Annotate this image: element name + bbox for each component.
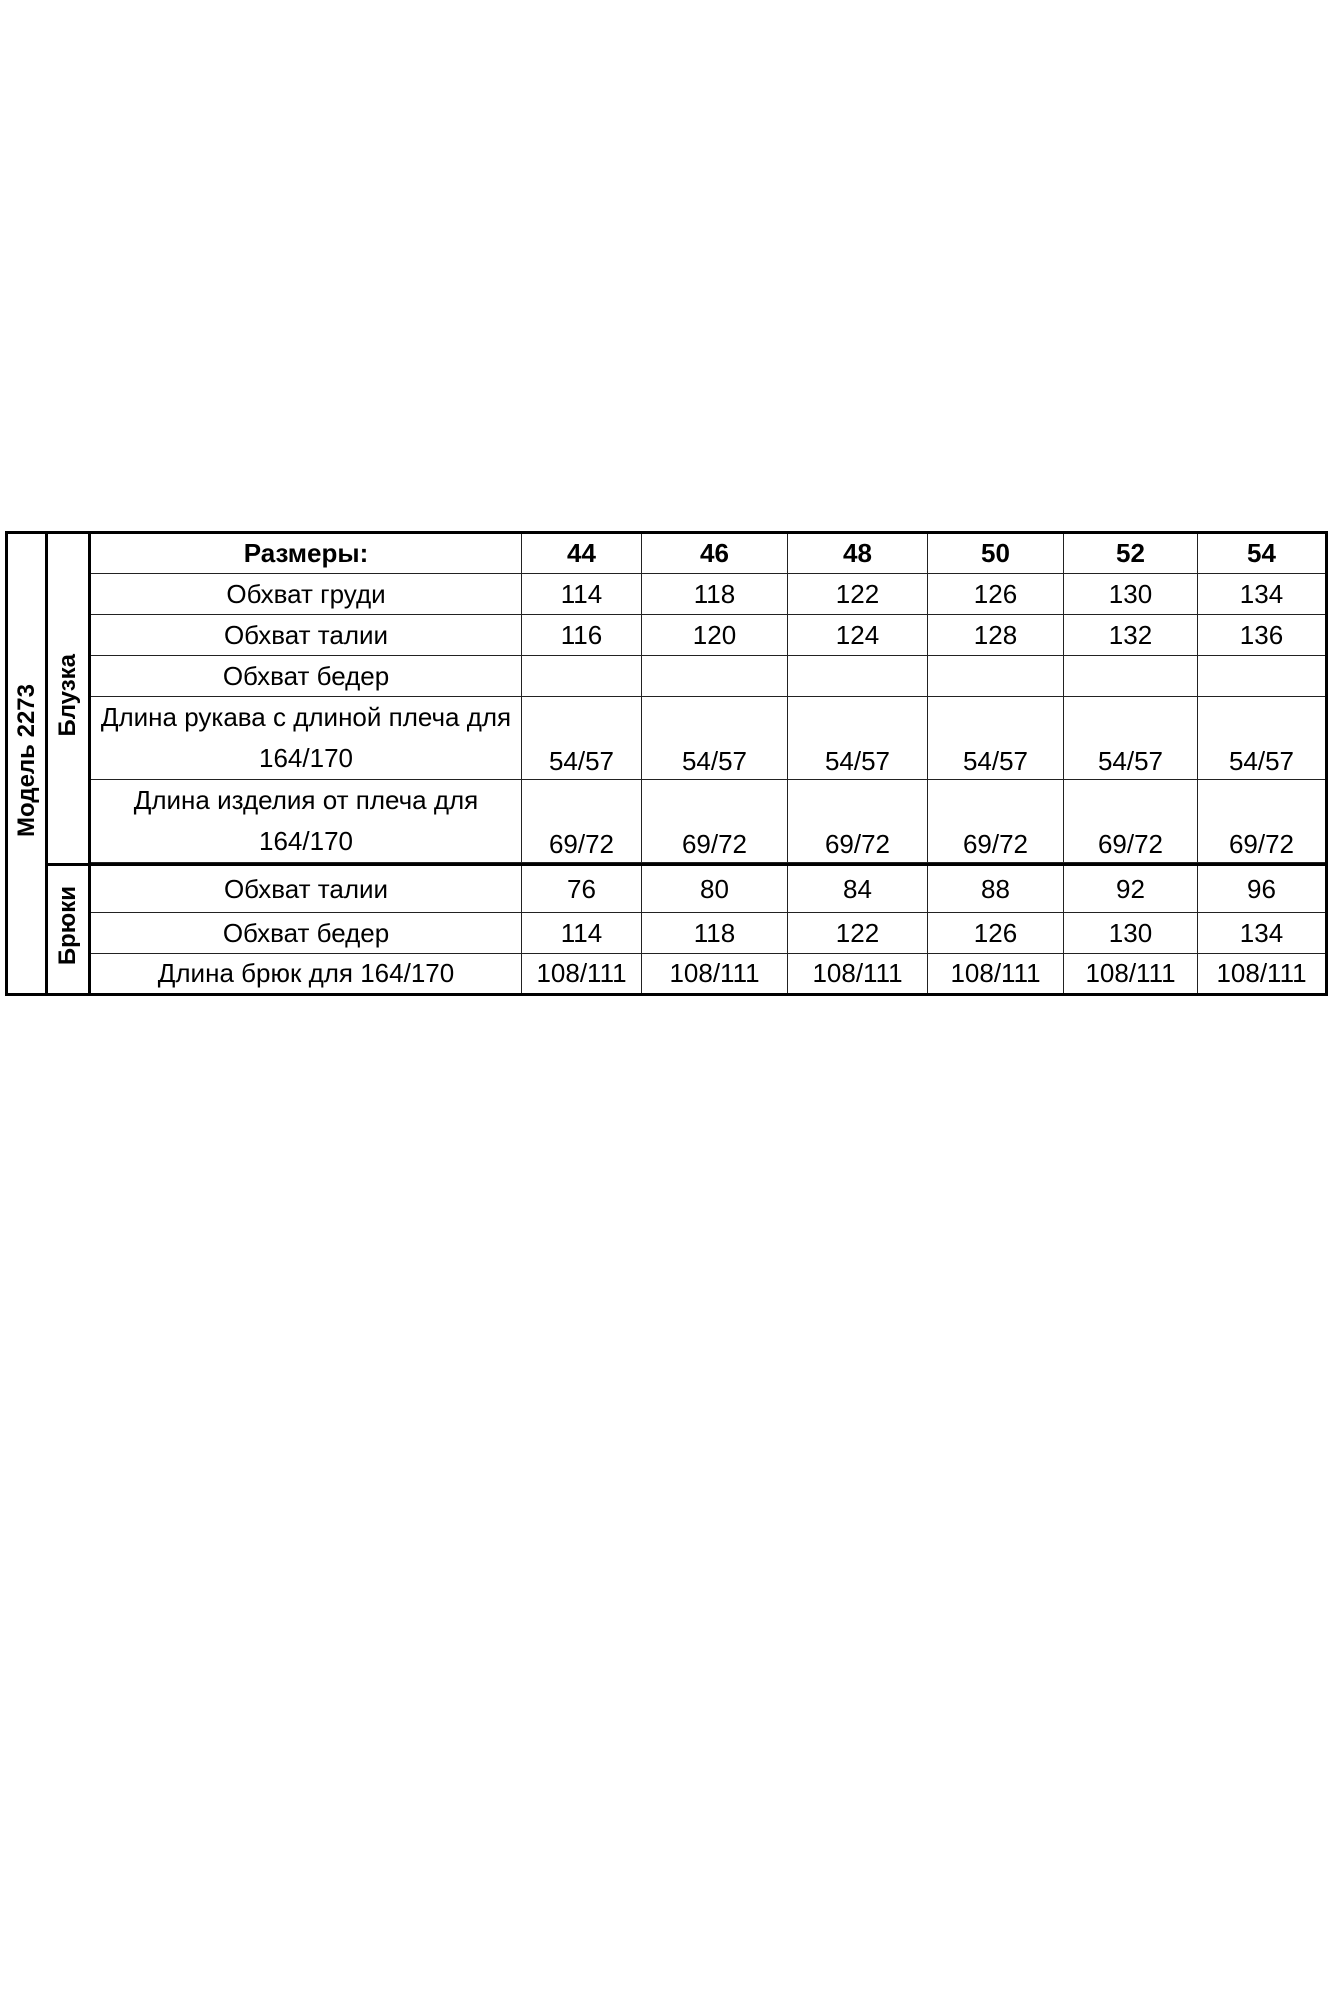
section-blouse-label: Блузка [54,653,81,737]
size-header: 46 [642,533,788,574]
table-cell: 126 [928,913,1064,954]
table-cell: 108/111 [1198,954,1327,995]
table-cell: 108/111 [522,954,642,995]
table-cell: 108/111 [642,954,788,995]
table-row [7,780,1327,863]
table-cell: 120 [642,615,788,656]
table-cell: 128 [928,615,1064,656]
size-header: 54 [1198,533,1327,574]
table-cell: 54/57 [522,697,642,780]
table-cell: 69/72 [642,780,788,863]
table-cell [928,656,1064,697]
table-cell [522,656,642,697]
table-row [7,574,1327,615]
table-cell: 54/57 [1198,697,1327,780]
size-header: 52 [1064,533,1198,574]
table-row [7,656,1327,697]
table-row [7,615,1327,656]
row-label: Обхват талии [90,615,522,656]
table-cell: 114 [522,574,642,615]
table-cell: 88 [928,865,1064,913]
table-cell: 96 [1198,865,1327,913]
table-cell: 134 [1198,913,1327,954]
table-row [7,913,1327,954]
table-cell: 92 [1064,865,1198,913]
size-header: 50 [928,533,1064,574]
table-row [7,954,1327,995]
table-cell: 69/72 [1198,780,1327,863]
table-cell: 122 [788,913,928,954]
table-cell: 69/72 [1064,780,1198,863]
table-cell: 118 [642,913,788,954]
table-cell: 114 [522,913,642,954]
row-label: Длина изделия от плеча для 164/170 [90,780,522,863]
table-cell: 122 [788,574,928,615]
table-row [7,865,1327,913]
table-cell: 108/111 [1064,954,1198,995]
size-chart-table [5,531,1328,996]
table-cell: 130 [1064,574,1198,615]
table-cell: 118 [642,574,788,615]
table-cell [1198,656,1327,697]
table-cell [788,656,928,697]
table-cell: 116 [522,615,642,656]
table-cell: 132 [1064,615,1198,656]
table-cell: 54/57 [928,697,1064,780]
row-label: Длина брюк для 164/170 [90,954,522,995]
table-cell: 126 [928,574,1064,615]
table-cell: 69/72 [522,780,642,863]
sizes-header-label: Размеры: [90,533,522,574]
table-cell: 136 [1198,615,1327,656]
table-cell: 54/57 [788,697,928,780]
table-row [7,697,1327,780]
table-cell: 76 [522,865,642,913]
table-cell: 108/111 [928,954,1064,995]
row-label: Обхват бедер [90,913,522,954]
table-cell: 124 [788,615,928,656]
table-cell: 69/72 [788,780,928,863]
header-row [7,533,1327,574]
section-blouse-cell [47,533,90,865]
section-trousers-label: Брюки [54,886,81,966]
model-label: Модель 2273 [12,683,40,837]
table-cell: 69/72 [928,780,1064,863]
table-cell: 54/57 [642,697,788,780]
row-label: Длина рукава с длиной плеча для 164/170 [90,697,522,780]
row-label: Обхват талии [90,865,522,913]
row-label: Обхват груди [90,574,522,615]
table-cell: 108/111 [788,954,928,995]
size-header: 48 [788,533,928,574]
size-header: 44 [522,533,642,574]
table-cell: 54/57 [1064,697,1198,780]
table-cell [642,656,788,697]
table-cell: 130 [1064,913,1198,954]
table-cell [1064,656,1198,697]
section-trousers-cell [47,865,90,995]
table-cell: 80 [642,865,788,913]
table-cell: 134 [1198,574,1327,615]
row-label: Обхват бедер [90,656,522,697]
table-cell: 84 [788,865,928,913]
model-label-cell [7,533,47,995]
